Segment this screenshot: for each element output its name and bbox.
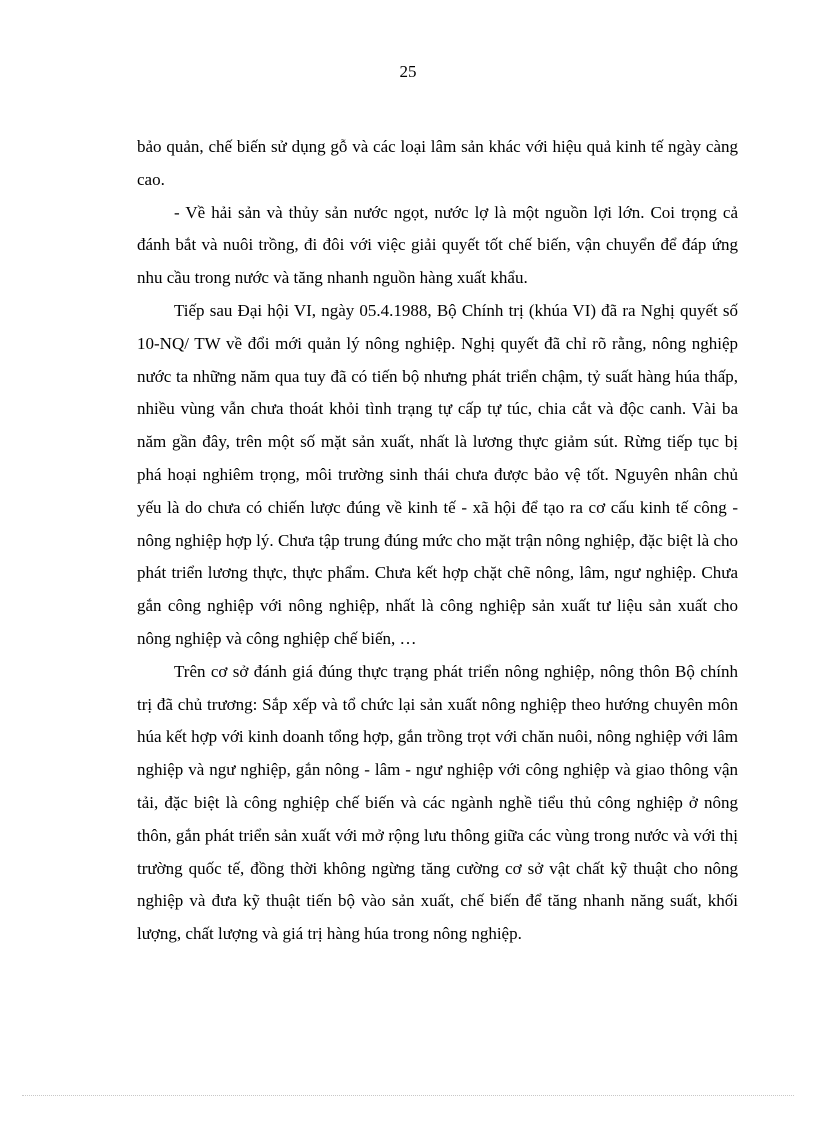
paragraph-politburo-policy: Trên cơ sở đánh giá đúng thực trạng phát triển nông nghiệp, nông thôn Bộ chính trị đã chủ trương: Sắp xếp và tổ chức lại sản xuất nông nghiệp theo hướng chuyên môn húa kết hợp với kinh doanh tổng hợp, gắn trồng trọt với chăn nuôi, nông nghiệp với lâm nghiệp và ngư nghiệp, gắn nông - lâm - ngư nghiệp với công nghiệp và giao thông vận tải, đặc biệt là công nghiệp chế biến và các ngành nghề tiểu thủ công nghiệp ở nông thôn, gắn phát triển sản xuất với mở rộng lưu thông giữa các vùng trong nước và với thị trường quốc tế, đồng thời không ngừng tăng cường cơ sở vật chất kỹ thuật cho nông nghiệp và đưa kỹ thuật tiến bộ vào sản xuất, chế biến để tăng nhanh năng suất, khối lượng, chất lượng và giá trị hàng húa trong nông nghiệp. (137, 661, 738, 944)
page-bottom-divider (22, 1095, 794, 1096)
paragraph-continuation: bảo quản, chế biến sử dụng gỗ và các loại lâm sản khác với hiệu quả kinh tế ngày càng cao. (137, 137, 738, 189)
document-body (137, 131, 738, 951)
page-number: 25 (399, 62, 417, 81)
paragraph-seafood: - Về hải sản và thủy sản nước ngọt, nước lợ là một nguồn lợi lớn. Coi trọng cả đánh bắt và nuôi trồng, đi đôi với việc giải quyết tốt chế biến, vận chuyển để đáp ứng nhu cầu trong nước và tăng nhanh nguồn hàng xuất khẩu. (137, 202, 738, 288)
paragraph-resolution-10: Tiếp sau Đại hội VI, ngày 05.4.1988, Bộ Chính trị (khúa VI) đã ra Nghị quyết số 10-NQ/ TW về đổi mới quản lý nông nghiệp. Nghị quyết đã chỉ rõ rằng, nông nghiệp nước ta những năm qua tuy đã có tiến bộ nhưng phát triển chậm, tỷ suất hàng húa thấp, nhiều vùng vẫn chưa thoát khỏi tình trạng tự cấp tự túc, chia cắt và độc canh. Vài ba năm gần đây, trên một số mặt sản xuất, nhất là lương thực giảm sút. Rừng tiếp tục bị phá hoại nghiêm trọng, môi trường sinh thái chưa được bảo vệ tốt. Nguyên nhân chủ yếu là do chưa có chiến lược đúng về kinh tế - xã hội để tạo ra cơ cấu kinh tế công - nông nghiệp hợp lý. Chưa tập trung đúng mức cho mặt trận nông nghiệp, đặc biệt là cho phát triển lương thực, thực phẩm. Chưa kết hợp chặt chẽ nông, lâm, ngư nghiệp. Chưa gắn công nghiệp với nông nghiệp, nhất là công nghiệp sản xuất tư liệu sản xuất cho nông nghiệp và công nghiệp chế biến, … (137, 300, 738, 648)
